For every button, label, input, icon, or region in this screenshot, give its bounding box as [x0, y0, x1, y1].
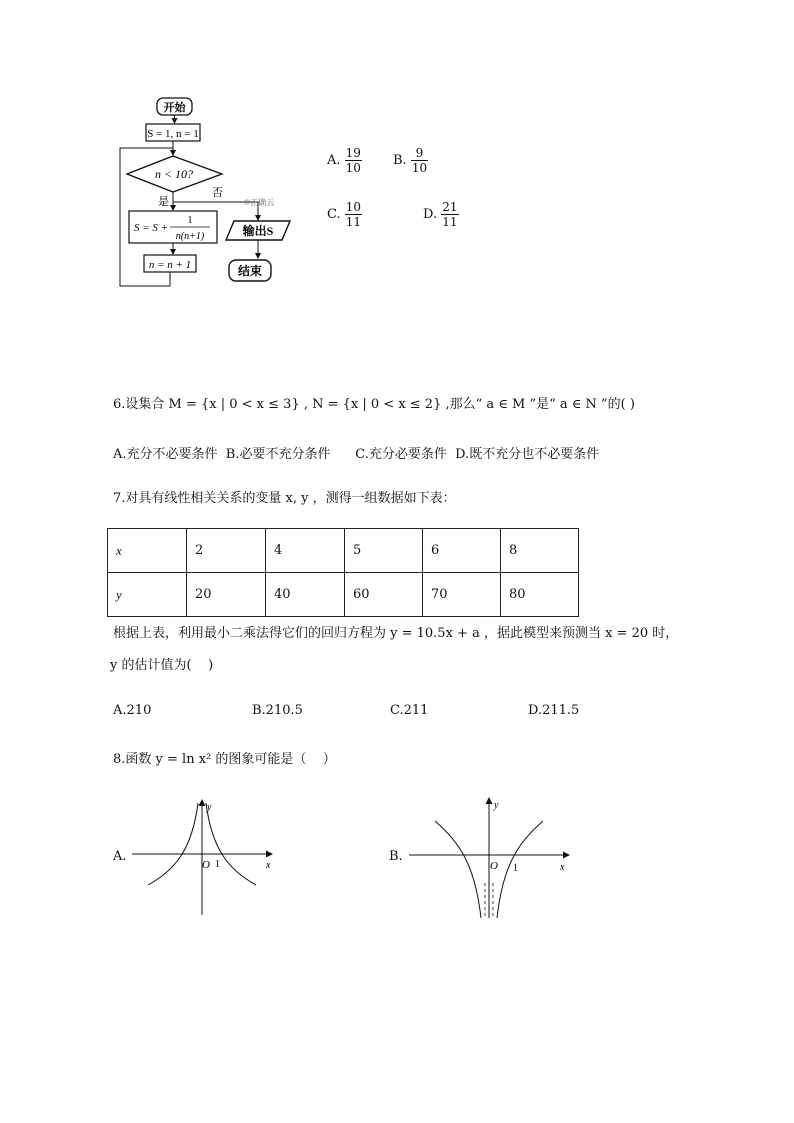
q5-option-a-label: A.: [327, 153, 341, 168]
q8-stem: 8.函数 y = ln x² 的图象可能是（ ）: [113, 752, 336, 767]
q8-graph-b-curve-left: [435, 821, 481, 918]
flowchart-init-text: S = 1, n = 1: [147, 128, 199, 140]
q7-data-table: [107, 528, 579, 617]
q7-question-text: y 的估计值为( ): [110, 658, 214, 673]
flowchart-condition-text: n < 10?: [154, 167, 194, 181]
q8-graph-a-label: A.: [113, 849, 127, 864]
table-row: [108, 529, 579, 573]
q5-option-c-numerator: 10: [345, 200, 362, 214]
table-cell: 40: [266, 573, 345, 617]
q8-graph-a-curve-right: [206, 803, 256, 885]
q8-graph-a: [130, 795, 280, 920]
table-cell: 5: [345, 529, 423, 573]
q5-option-d-fraction: [441, 200, 458, 229]
q5-option-d-denominator: 11: [442, 215, 458, 229]
q8-graph-b-label: B.: [389, 849, 403, 864]
flowchart-update-num: 1: [187, 215, 193, 226]
table-cell: y: [108, 573, 187, 617]
q5-option-c: [327, 200, 362, 229]
q5-option-b-denominator: 10: [411, 161, 428, 175]
q5-option-b-label: B.: [393, 153, 407, 168]
flowchart-update-den: n(n+1): [175, 231, 205, 242]
flowchart-yes-label: 是: [158, 196, 169, 208]
q5-option-a-fraction: [345, 146, 362, 175]
q5-option-b-fraction: [411, 146, 428, 175]
q5-option-a: [327, 146, 362, 175]
q8-graph-b-origin: O: [490, 860, 498, 872]
q8-graph-a-curve-left: [148, 803, 198, 885]
flowchart-start-text: 开始: [163, 102, 186, 114]
q6-options: A.充分不必要条件 B.必要不充分条件 C.充分必要条件 D.既不充分也不必要条件: [113, 447, 600, 462]
flowchart: [110, 92, 300, 297]
q8-graph-b-tick: 1: [513, 863, 518, 874]
table-cell: 80: [501, 573, 579, 617]
q7-stem: 7.对具有线性相关关系的变量 x, y ，测得一组数据如下表：: [113, 491, 456, 506]
q7-option-c: C.211: [390, 703, 429, 718]
q5-option-a-numerator: 19: [345, 146, 361, 160]
q7-option-d: D.211.5: [528, 703, 580, 718]
q6-stem: 6.设集合 M = {x | 0 < x ≤ 3} , N = {x | 0 < x ≤ 2} ,那么“ a ∈ M ”是“ a ∈ N ”的( ): [113, 397, 635, 412]
table-cell: 2: [187, 529, 266, 573]
q8-graph-b-axis-x: x: [560, 862, 565, 873]
q5-option-b-numerator: 9: [411, 146, 428, 161]
table-cell: 70: [423, 573, 501, 617]
q5-option-c-denominator: 11: [345, 215, 362, 229]
table-cell: 20: [187, 573, 266, 617]
q5-option-c-fraction: [345, 200, 362, 229]
q5-option-c-label: C.: [327, 207, 341, 222]
q8-graph-b: [405, 793, 575, 920]
q8-graph-a-tick: 1: [215, 859, 220, 870]
q8-graph-a-origin: O: [202, 859, 210, 871]
flowchart-increment-text: n = n + 1: [148, 259, 192, 271]
q5-option-d-numerator: 21: [442, 200, 458, 214]
q5-option-d: [423, 200, 459, 229]
q5-option-a-denominator: 10: [345, 161, 361, 175]
table-cell: x: [108, 529, 187, 573]
flowchart-output-text: 输出S: [242, 224, 274, 238]
q5-option-d-label: D.: [423, 207, 438, 222]
q8-graph-a-axis-y: y: [207, 802, 212, 813]
table-cell: 6: [423, 529, 501, 573]
flowchart-update-lhs: S = S +: [134, 222, 169, 234]
table-row: [108, 573, 579, 617]
q7-regression-text: 根据上表，利用最小二乘法得它们的回归方程为 y = 10.5x + a ，据此模型来预测当 x = 20 时，: [113, 626, 679, 641]
flowchart-watermark: ©正确云: [244, 198, 275, 207]
q8-graph-a-axis-x: x: [266, 860, 271, 871]
flowchart-end-text: 结束: [237, 264, 263, 278]
q7-option-b: B.210.5: [252, 703, 303, 718]
table-cell: 4: [266, 529, 345, 573]
table-cell: 8: [501, 529, 579, 573]
q7-option-a: A.210: [113, 703, 152, 718]
q8-graph-b-curve-right: [497, 821, 543, 918]
flowchart-no-label: 否: [212, 187, 223, 199]
table-cell: 60: [345, 573, 423, 617]
q8-graph-b-axis-y: y: [494, 800, 499, 811]
q5-option-b: [393, 146, 428, 175]
